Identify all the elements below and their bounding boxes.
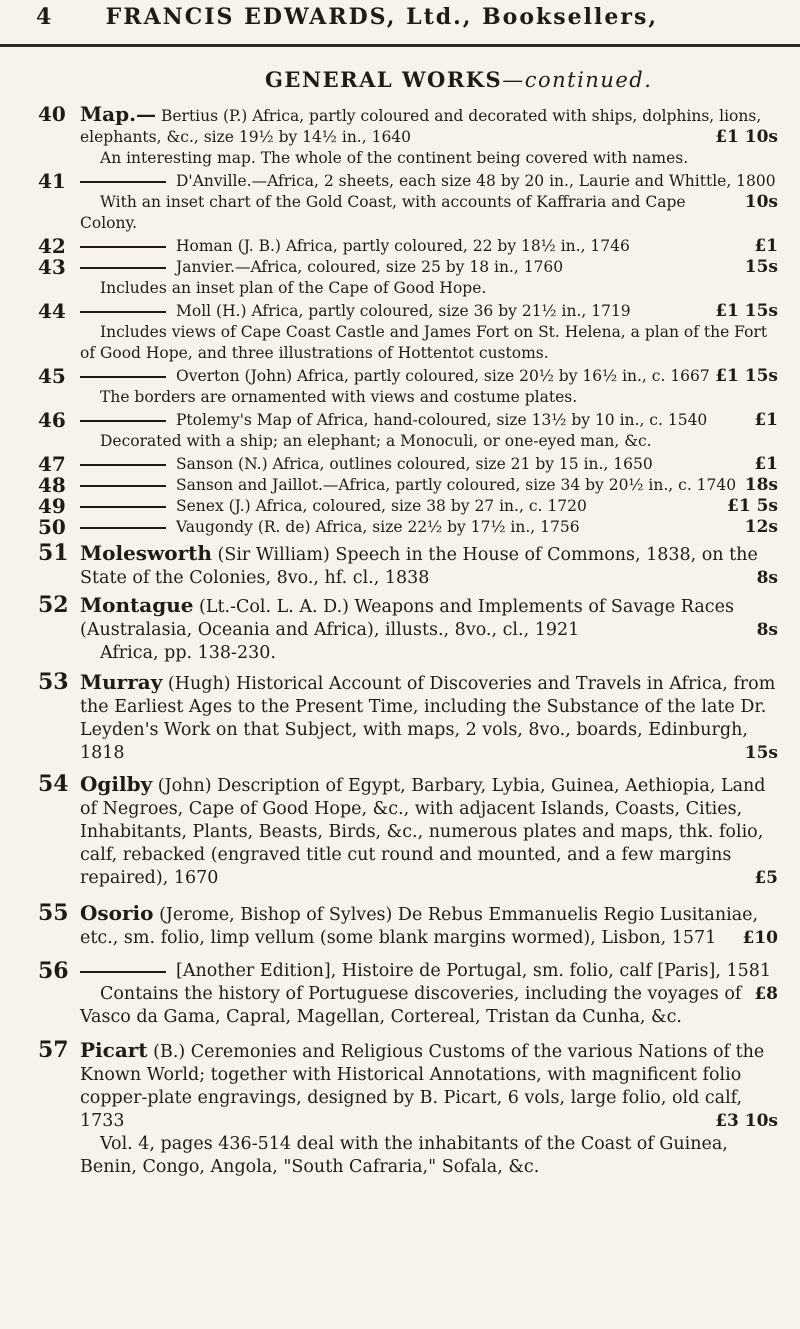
entry-description	[80, 960, 778, 1004]
entry-note: Africa, pp. 138-230.	[100, 643, 276, 663]
catalogue-entry	[0, 496, 800, 517]
entry-price: £10	[742, 928, 778, 948]
ditto-rule	[80, 267, 166, 269]
entry-number: 57	[38, 1037, 69, 1063]
entry-price: 12s	[744, 517, 778, 537]
catalogue-entry	[0, 1039, 800, 1179]
ditto-rule	[80, 376, 166, 378]
entry-description	[80, 410, 778, 431]
entry-author: Ogilby	[80, 772, 153, 796]
entry-price: £1 15s	[715, 301, 778, 321]
entry-description	[80, 773, 778, 890]
entry-price: £1 10s	[715, 127, 778, 147]
entry-author: Murray	[80, 670, 163, 694]
entry-price: 8s	[756, 568, 778, 588]
entry-text: Ptolemy's Map of Africa, hand-coloured, size 13½ by 10 in., c. 1540	[176, 411, 708, 429]
entry-description	[80, 496, 778, 517]
entry-text: (Lt.-Col. L. A. D.) Weapons and Implements of Savage Races (Australasia, Oceania and Africa), illusts., 8vo., cl., 1921	[80, 597, 734, 640]
entry-number: 43	[38, 255, 66, 279]
entry-description	[80, 542, 778, 590]
entry-description	[80, 301, 778, 322]
entry-description	[80, 104, 778, 148]
entry-number: 54	[38, 771, 69, 797]
entry-text: (B.) Ceremonies and Religious Customs of the various Nations of the Known World; together with Historical Annotations, with magnificent folio copper-plate engravings, designed by B. Picart, 6 vols, large folio, old calf, 1733	[80, 1042, 765, 1131]
entry-note: Includes an inset plan of the Cape of Good Hope.	[100, 279, 487, 297]
entry-text: Sanson (N.) Africa, outlines coloured, size 21 by 15 in., 1650	[176, 455, 653, 473]
ditto-rule	[80, 506, 166, 508]
catalogue-entry	[0, 257, 800, 299]
entry-text: (Jerome, Bishop of Sylves) De Rebus Emmanuelis Regio Lusitaniae, etc., sm. folio, limp vellum (some blank margins wormed), Lisbon, 1571	[80, 905, 759, 948]
entry-number: 49	[38, 494, 66, 518]
entry-list	[0, 104, 800, 1179]
ditto-rule	[80, 246, 166, 248]
catalogue-entry	[0, 301, 800, 364]
entry-description	[80, 366, 778, 387]
entry-text: Vaugondy (R. de) Africa, size 22½ by 17½ in., 1756	[176, 518, 580, 536]
entry-price: £1 15s	[715, 366, 778, 386]
catalogue-entry	[0, 773, 800, 890]
entry-note: Decorated with a ship; an elephant; a Monoculi, or one-eyed man, &c.	[100, 432, 652, 450]
entry-number: 48	[38, 473, 66, 497]
entry-price: £1	[754, 236, 778, 256]
catalogue-entry	[0, 671, 800, 765]
catalogue-entry	[0, 517, 800, 538]
entry-price: 8s	[756, 620, 778, 640]
running-title: FRANCIS EDWARDS, Ltd., Booksellers,	[105, 4, 659, 30]
entry-number: 44	[38, 299, 66, 323]
entry-price: 18s	[744, 475, 778, 495]
entry-price: 15s	[744, 743, 778, 763]
entry-number: 47	[38, 452, 66, 476]
entry-number: 41	[38, 169, 66, 193]
catalogue-entry	[0, 104, 800, 169]
entry-price: £1	[754, 410, 778, 430]
ditto-rule	[80, 485, 166, 487]
entry-price: £3 10s	[715, 1111, 778, 1131]
catalogue-entry	[0, 410, 800, 452]
entry-description	[80, 236, 778, 257]
entry-number: 42	[38, 234, 66, 258]
section-continued: —continued.	[502, 68, 653, 92]
catalogue-entry	[0, 960, 800, 1029]
catalogue-entry	[0, 171, 800, 234]
entry-price: £5	[754, 868, 778, 888]
catalogue-entry	[0, 475, 800, 496]
entry-description	[80, 1039, 778, 1133]
entry-price: £1 5s	[727, 496, 778, 516]
entry-description	[80, 671, 778, 765]
entry-note: The borders are ornamented with views and costume plates.	[100, 388, 578, 406]
entry-price: £8	[754, 984, 778, 1004]
entry-number: 40	[38, 102, 66, 126]
page-number: 4	[36, 4, 54, 30]
catalogue-entry	[0, 902, 800, 950]
ditto-rule	[80, 971, 166, 973]
ditto-rule	[80, 311, 166, 313]
entry-text: Janvier.—Africa, coloured, size 25 by 18 in., 1760	[176, 258, 564, 276]
entry-text: Sanson and Jaillot.—Africa, partly coloured, size 34 by 20½ in., c. 1740	[176, 476, 737, 494]
entry-note: An interesting map. The whole of the continent being covered with names.	[100, 149, 689, 167]
entry-text: [Another Edition], Histoire de Portugal, sm. folio, calf [Paris], 1581	[176, 961, 771, 981]
section-title-text: GENERAL WORKS	[265, 67, 503, 92]
catalogue-entry	[0, 366, 800, 408]
entry-description	[80, 454, 778, 475]
entry-author: Osorio	[80, 901, 154, 925]
entry-text: (John) Description of Egypt, Barbary, Lybia, Guinea, Aethiopia, Land of Negroes, Cape of Good Hope, &c., with adjacent Islands, Coasts, Cities, Inhabitants, Plants, Beasts, Birds, &c., numerous plates and maps, thk. folio, calf, rebacked (engraved title cut round and mounted, and a few margins repaired), 1670	[80, 776, 766, 888]
entry-description	[80, 517, 778, 538]
entry-number: 46	[38, 408, 66, 432]
entry-text: (Sir William) Speech in the House of Commons, 1838, on the State of the Colonies, 8vo., hf. cl., 1838	[80, 545, 758, 588]
ditto-rule	[80, 420, 166, 422]
entry-number: 45	[38, 364, 66, 388]
entry-description	[80, 171, 778, 212]
catalogue-entry	[0, 594, 800, 665]
entry-author: Picart	[80, 1038, 148, 1062]
entry-number: 50	[38, 515, 66, 539]
entry-number: 51	[38, 540, 69, 566]
entry-text: Homan (J. B.) Africa, partly coloured, 22 by 18½ in., 1746	[176, 237, 630, 255]
ditto-rule	[80, 527, 166, 529]
catalogue-entry	[0, 236, 800, 257]
entry-number: 52	[38, 592, 69, 618]
entry-price: £1	[754, 454, 778, 474]
entry-text: (Hugh) Historical Account of Discoveries and Travels in Africa, from the Earliest Ages to the Present Time, including the Substance of the late Dr. Leyden's Work on that Subject, with maps, 2 vols, 8vo., boards, Edinburgh, 1818	[80, 674, 776, 763]
entry-number: 55	[38, 900, 69, 926]
entry-author: Map.—	[80, 102, 157, 126]
entry-number: 56	[38, 958, 69, 984]
ditto-rule	[80, 181, 166, 183]
entry-price: 10s	[744, 192, 778, 212]
catalogue-entry	[0, 542, 800, 590]
section-title	[265, 67, 652, 92]
entry-note: Contains the history of Portuguese discoveries, including the voyages of Vasco da Gama, Capral, Magellan, Cortereal, Tristan da Cunha, &c.	[80, 984, 742, 1027]
entry-note: With an inset chart of the Gold Coast, with accounts of Kaffraria and Cape Colony.	[80, 193, 686, 232]
entry-text: Moll (H.) Africa, partly coloured, size 36 by 21½ in., 1719	[176, 302, 631, 320]
ditto-rule	[80, 464, 166, 466]
entry-number: 53	[38, 669, 69, 695]
header-rule	[0, 44, 800, 47]
entry-text: D'Anville.—Africa, 2 sheets, each size 48 by 20 in., Laurie and Whittle, 1800	[176, 172, 776, 190]
entry-description	[80, 257, 778, 278]
entry-description	[80, 902, 778, 950]
entry-description	[80, 594, 778, 642]
entry-author: Molesworth	[80, 541, 212, 565]
entry-note: Vol. 4, pages 436-514 deal with the inhabitants of the Coast of Guinea, Benin, Congo, Angola, "South Cafraria," Sofala, &c.	[80, 1134, 728, 1177]
entry-author: Montague	[80, 593, 194, 617]
entry-note: Includes views of Cape Coast Castle and James Fort on St. Helena, a plan of the Fort of Good Hope, and three illustrations of Hottentot customs.	[80, 323, 768, 362]
entry-price: 15s	[744, 257, 778, 277]
entry-description	[80, 475, 778, 496]
entry-text: Bertius (P.) Africa, partly coloured and decorated with ships, dolphins, lions, elephants, &c., size 19½ by 14½ in., 1640	[80, 107, 762, 146]
entry-text: Overton (John) Africa, partly coloured, size 20½ by 16½ in., c. 1667	[176, 367, 710, 385]
entry-text: Senex (J.) Africa, coloured, size 38 by 27 in., c. 1720	[176, 497, 587, 515]
catalogue-entry	[0, 454, 800, 475]
running-head	[36, 4, 796, 30]
